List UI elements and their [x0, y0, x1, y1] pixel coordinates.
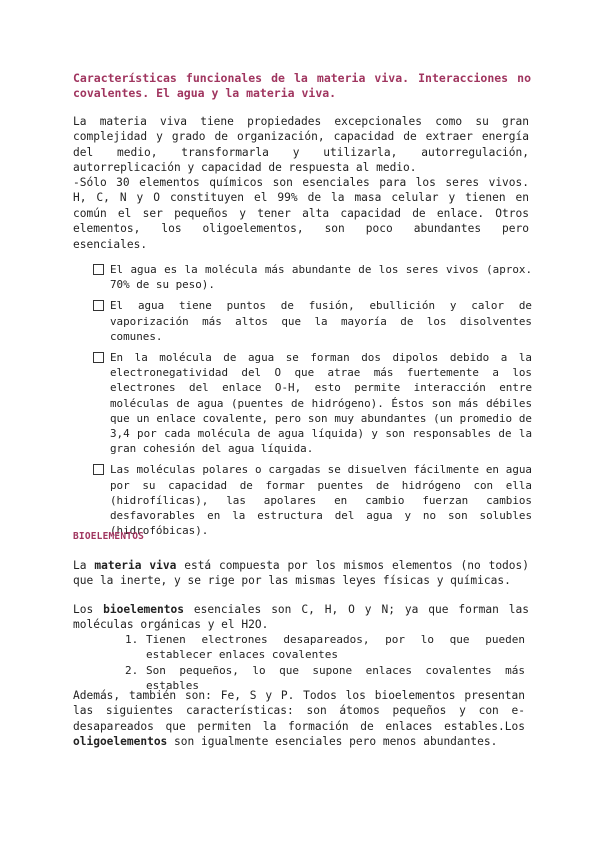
- bullet-text: El agua es la molécula más abundante de los seres vivos (aprox. 70% de su peso).: [110, 263, 532, 292]
- document-title: Características funcionales de la materia viva. Interacciones no covalentes. El agua y la materia viva.: [73, 71, 531, 100]
- item-number: 2.: [125, 663, 139, 677]
- intro-paragraph-2: [73, 175, 529, 252]
- bullet-text: En la molécula de agua se forman dos dipolos debido a la electronegatividad del O que atrae más fuertemente a los electrones del enlace O-H, esto permite interacción entre moléculas de agua (puentes de hidrógeno). Éstos son más débiles que un enlace covalente, pero son muy abundantes (un promedio de 3,4 por cada molécula de agua líquida) y son responsables de la gran cohesión del agua líquida.: [110, 351, 532, 456]
- text-line: común el ser pequeños y tener alta capacidad de enlace. Otros: [73, 206, 529, 220]
- bullet-item: [92, 350, 532, 456]
- numbered-item: [125, 632, 525, 663]
- bullet-item: [92, 462, 532, 538]
- text-line: -Sólo 30 elementos químicos son esenciales para los seres vivos.: [73, 176, 529, 189]
- text-run: Los: [73, 603, 104, 616]
- bio-paragraph-2: [73, 602, 529, 633]
- bio-paragraph-1: [73, 558, 529, 589]
- bold-term: bioelementos: [103, 603, 184, 616]
- checkbox-icon: [93, 464, 104, 475]
- bio-paragraph-3: [73, 688, 525, 750]
- intro-paragraph-1: [73, 114, 529, 176]
- text-line: autorreplicación y capacidad de respuesta al medio.: [73, 161, 417, 175]
- checkbox-icon: [93, 264, 104, 275]
- numbered-list: [125, 632, 525, 694]
- text-line: elementos, los oligoelementos, son poco abundantes pero: [73, 222, 529, 236]
- bullet-item: [92, 298, 532, 344]
- section-heading: BIOELEMENTOS: [73, 531, 145, 542]
- text-run: está compuesta por los mismos elementos (no todos) que la inerte, y se rige por las mismas leyes físicas y químicas.: [73, 559, 530, 588]
- item-text: Tienen electrones desapareados, por lo que pueden establecer enlaces covalentes: [146, 633, 525, 662]
- bullet-item: [92, 262, 532, 292]
- text-run: Además, también son: Fe, S y P. Todos los bioelementos presentan las siguientes características: son átomos pequeños y con e- desapareados que permiten la formación de enlaces estables.Los: [73, 689, 525, 733]
- text-line: esenciales.: [73, 237, 148, 251]
- text-line: del medio, transformarla y utilizarla, autorregulación,: [73, 145, 529, 159]
- text-run: esenciales son C, H, O y N; ya que forman las moléculas orgánicas y el H2O.: [73, 603, 529, 632]
- bold-term: materia viva: [94, 559, 177, 572]
- text-line: La materia viva tiene propiedades excepcionales como su gran: [73, 115, 529, 128]
- checkbox-icon: [93, 352, 104, 363]
- bold-term: oligoelementos: [73, 735, 168, 749]
- item-text: Son pequeños, lo que supone enlaces covalentes más estables: [146, 663, 525, 693]
- text-line: H, C, N y O constituyen el 99% de la masa celular y tienen en: [73, 191, 529, 205]
- text-line: complejidad y grado de organización, capacidad de extraer energía: [73, 130, 529, 144]
- text-run: La: [73, 559, 95, 572]
- bullet-text: El agua tiene puntos de fusión, ebullición y calor de vaporización más altos que la mayoría de los disolventes comunes.: [110, 299, 532, 343]
- text-run: son igualmente esenciales pero menos abundantes.: [167, 735, 498, 749]
- bullet-list: [92, 262, 532, 544]
- item-number: 1.: [125, 633, 139, 646]
- bullet-text: Las moléculas polares o cargadas se disuelven fácilmente en agua por su capacidad de formar puentes de hidrógeno con ella (hidrofílicas), las apolares en cambio fuerzan cambios desfavorables en la estructura del agua y no son solubles (hidrofóbicas).: [110, 463, 532, 538]
- checkbox-icon: [93, 300, 104, 311]
